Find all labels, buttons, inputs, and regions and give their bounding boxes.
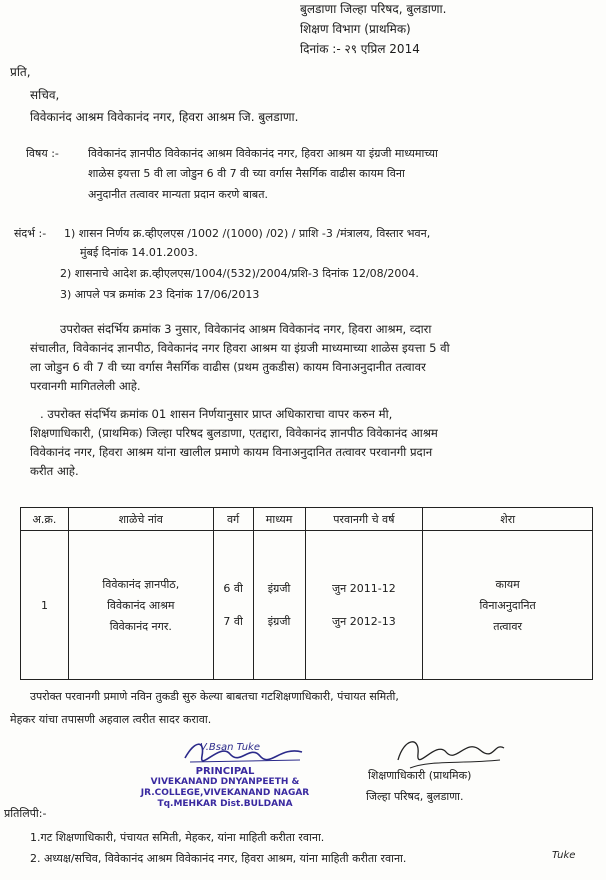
column-header: परवानगी चे वर्ष: [305, 508, 423, 531]
copy-item: 1.गट शिक्षणाधिकारी, पंचायत समिती, मेहकर, यांना माहिती करीता रवाना.: [30, 831, 325, 844]
reference-item: 3) आपले पत्र क्रमांक 23 दिनांक 17/06/2013: [60, 288, 260, 301]
date-label: दिनांक :-: [300, 42, 341, 56]
closing-line-1: उपरोक्त परवानगी प्रमाणे नविन तुकडी सुरु केल्या बाबतचा गटशिक्षणाधिकारी, पंचायत समिती,: [30, 690, 399, 703]
reference-item: 1) शासन निर्णय क्र.व्हीएलएस /1002 /(1000) /02) / प्राशि -3 /मंत्रालय, विस्तार भवन,: [64, 227, 431, 240]
subject-line-2: शाळेस इयत्ता 5 वी ला जोडुन 6 वी 7 वी च्या वर्गास नैसर्गिक वाढीस कायम विना: [88, 167, 405, 180]
department-name: शिक्षण विभाग (प्राथमिक): [300, 22, 411, 36]
paragraph-2: [30, 405, 575, 481]
paragraph-1: [30, 320, 575, 396]
school-line: विवेकानंद नगर.: [109, 619, 172, 633]
copies-label: प्रतिलिपी:-: [4, 807, 47, 820]
paragraph-line: विवेकानंद नगर, हिवरा आश्रम यांना खालील प्रमाणे कायम विनाअनुदानित तत्वावर परवानगी प्रदान: [30, 445, 433, 459]
year-value: जुन 2011-12: [332, 582, 396, 595]
paragraph-line: करीत आहे.: [30, 464, 79, 478]
recipient-title: सचिव,: [30, 88, 60, 102]
date-value: २९ एप्रिल 2014: [344, 42, 420, 56]
recipient-address: विवेकानंद आश्रम विवेकानंद नगर, हिवरा आश्रम जि. बुलडाणा.: [30, 110, 299, 124]
column-header: शेरा: [423, 508, 593, 531]
office-name: बुलडाणा जिल्हा परिषद, बुलडाणा.: [300, 2, 447, 16]
principal-signature-text: V.Bsan Tuke: [200, 742, 260, 753]
column-header: शाळेचे नांव: [68, 508, 213, 531]
paragraph-line: ला जोडुन 6 वी 7 वी च्या वर्गास नैसर्गिक वाढीस (प्रथम तुकडीस) कायम विनाअनुदानीत तत्वावर: [30, 360, 426, 374]
medium-value: इंग्रजी: [267, 582, 291, 595]
margin-initials: Tuke: [552, 850, 576, 861]
officer-place: जिल्हा परिषद, बुलडाणा.: [366, 790, 464, 803]
remark-line: विनाअनुदानित: [479, 598, 536, 612]
reference-item: 2) शासनाचे आदेश क्र.व्हीएलएस/1004/(532)/2004/प्रशि-3 दिनांक 12/08/2004.: [60, 267, 419, 280]
copy-item: 2. अध्यक्ष/सचिव, विवेकानंद आश्रम विवेकानंद नगर, हिवरा आश्रम, यांना माहिती करीता रवाना.: [30, 852, 407, 865]
cell-school-name: [68, 531, 213, 680]
table-row: [21, 531, 593, 680]
class-value: 6 वी: [223, 582, 243, 595]
stamp-line: VIVEKANAND DNYANPEETH &: [150, 777, 300, 787]
letter-date: [300, 40, 420, 57]
table-header-row: [21, 508, 593, 531]
stamp-line: Tq.MEHKAR Dist.BULDANA: [157, 799, 293, 809]
cell-sr-no: 1: [21, 531, 69, 680]
cell-medium: [253, 531, 305, 680]
paragraph-line: परवानगी मागितलेली आहे.: [30, 379, 141, 393]
stamp-line: JR.COLLEGE,VIVEKANAND NAGAR: [140, 788, 310, 798]
class-value: 7 वी: [223, 615, 243, 628]
reference-item: मुंबई दिनांक 14.01.2003.: [80, 246, 198, 259]
school-line: विवेकानंद ज्ञानपीठ,: [102, 577, 180, 591]
remark-line: कायम: [495, 577, 520, 591]
officer-title: शिक्षणाधिकारी (प्राथमिक): [368, 769, 472, 782]
subject-label: विषय :-: [26, 147, 59, 160]
reference-label: संदर्भ :-: [14, 227, 47, 240]
cell-permission-year: [305, 531, 423, 680]
paragraph-line: संचालीत, विवेकानंद ज्ञानपीठ, विवेकानंद नगर हिवरा आश्रम या इंग्रजी माध्यमाच्या शाळेस इयत्ता 5 वी: [30, 341, 450, 355]
paragraph-line: शिक्षणाधिकारी, (प्राथमिक) जिल्हा परिषद बुलडाणा, एतद्दारा, विवेकानंद ज्ञानपीठ विवेकानंद आश्रम: [30, 426, 438, 440]
column-header: अ.क्र.: [21, 508, 69, 531]
closing-line-2: मेहकर यांचा तपासणी अहवाल त्वरीत सादर करावा.: [10, 713, 212, 726]
paragraph-line: . उपरोक्त संदर्भिय क्रमांक 01 शासन निर्णयानुसार प्राप्त अधिकाराचा वापर करुन मी,: [40, 407, 393, 421]
principal-stamp: [110, 766, 340, 810]
column-header: वर्ग: [213, 508, 253, 531]
column-header: माध्यम: [253, 508, 305, 531]
stamp-title: PRINCIPAL: [195, 766, 255, 777]
remark-line: तत्वावर: [493, 619, 523, 633]
permission-table: [20, 507, 593, 680]
year-value: जुन 2012-13: [332, 615, 396, 628]
paragraph-line: उपरोक्त संदर्भिय क्रमांक 3 नुसार, विवेकानंद आश्रम विवेकानंद नगर, हिवरा आश्रम, व्दारा: [60, 322, 432, 336]
cell-remark: [423, 531, 593, 680]
cell-class: [213, 531, 253, 680]
medium-value: इंग्रजी: [267, 615, 291, 628]
school-line: विवेकानंद आश्रम: [107, 598, 175, 612]
recipient-prati: प्रति,: [10, 65, 31, 79]
subject-line-3: अनुदानीत तत्वावर मान्यता प्रदान करणे बाबत.: [88, 188, 268, 201]
subject-line-1: विवेकानंद ज्ञानपीठ विवेकानंद आश्रम विवेकानंद नगर, हिवरा आश्रम या इंग्रजी माध्यमाच्या: [88, 147, 438, 160]
